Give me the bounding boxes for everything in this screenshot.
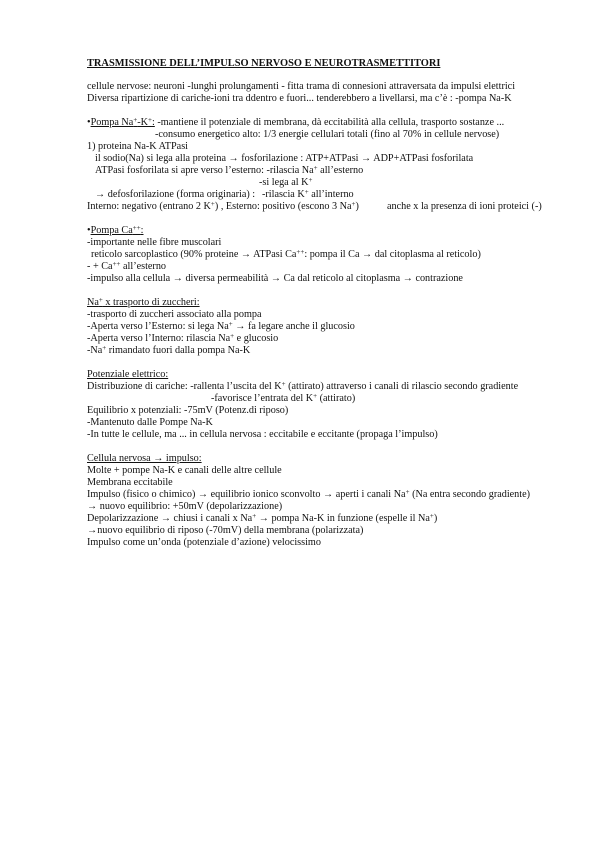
superscript: + bbox=[228, 320, 233, 328]
bullet: • bbox=[87, 117, 91, 128]
superscript: ++ bbox=[132, 224, 141, 232]
text-part: : pompa il Ca → dal citoplasma al reticolo) bbox=[304, 249, 481, 260]
heading-underlined bbox=[87, 297, 200, 308]
pompa-nak-heading bbox=[91, 117, 155, 128]
text-part: -Na bbox=[87, 345, 103, 356]
cellula-line-4: → nuovo equilibrio: +50mV (depolarizzazione) bbox=[87, 501, 283, 512]
text-part: → pompa Na-K in funzione (espelle il Na bbox=[256, 513, 430, 524]
superscript: + bbox=[148, 116, 152, 124]
intro-line-2: Diversa ripartizione di cariche-ioni tra ddentro e fuori... tenderebbero a livellarsi, ma c’è : -pompa Na-K bbox=[87, 93, 512, 104]
potenziale-line-5: -In tutte le cellule, ma ... in cellula nervosa : eccitabile e eccitante (propaga l’impulso) bbox=[87, 429, 438, 440]
pompa-ca-line-2 bbox=[91, 249, 481, 261]
potenziale-line-1 bbox=[87, 381, 518, 393]
superscript: ++ bbox=[112, 260, 121, 268]
text-part: all’interno bbox=[308, 189, 354, 200]
text-part: → fa legare anche il glucosio bbox=[232, 321, 355, 332]
pompa-nak-line-7a: → defosforilazione (forma originaria) : bbox=[95, 189, 256, 200]
text-part: ATPasi fosforilata si apre verso l’esterno: -rilascia Na bbox=[95, 165, 314, 176]
cellula-line-6: →nuovo equilibrio di riposo (-70mV) della membrana (polarizzata) bbox=[87, 525, 364, 536]
text-part: (Na entra secondo gradiente) bbox=[409, 489, 531, 500]
na-zuccheri-line-4 bbox=[87, 345, 250, 357]
pompa-nak-heading-line bbox=[87, 117, 504, 129]
text-part: all’esterno bbox=[120, 261, 167, 272]
superscript: + bbox=[133, 116, 138, 124]
document-title: TRASMISSIONE DELL’IMPULSO NERVOSO E NEUROTRASMETTITORI bbox=[87, 58, 441, 69]
superscript: + bbox=[304, 188, 309, 196]
pompa-ca-line-1: -importante nelle fibre muscolari bbox=[87, 237, 222, 248]
text-part: (attirato) attraverso i canali di rilascio secondo gradiente bbox=[285, 381, 519, 392]
heading-part: Pompa Ca bbox=[90, 225, 133, 236]
na-zuccheri-line-2 bbox=[87, 321, 355, 333]
pompa-nak-desc-2: -consumo energetico alto: 1/3 energie cellulari totali (fino al 70% in cellule nervose) bbox=[155, 129, 500, 140]
superscript: + bbox=[308, 176, 313, 184]
superscript: + bbox=[230, 332, 235, 340]
heading-part: : bbox=[140, 225, 144, 236]
text-part: (attirato) bbox=[317, 393, 356, 404]
cellula-heading: Cellula nervosa → impulso: bbox=[87, 453, 202, 464]
potenziale-line-3: Equilibrio x potenziali: -75mV (Potenz.di riposo) bbox=[87, 405, 289, 416]
heading-part: -K bbox=[137, 117, 149, 128]
text-part: Interno: negativo (entrano 2 K bbox=[87, 201, 211, 212]
heading-part: Pompa Na bbox=[90, 117, 134, 128]
pompa-nak-line-8 bbox=[87, 201, 359, 213]
pompa-nak-line-7b bbox=[262, 189, 354, 201]
superscript: + bbox=[252, 512, 257, 520]
potenziale-line-4: -Mantenuto dalle Pompe Na-K bbox=[87, 417, 213, 428]
intro-line-1: cellule nervose: neuroni -lunghi prolungamenti - fitta trama di connesioni attraversata da impulsi elettrici bbox=[87, 81, 516, 92]
text-part: -Aperta verso l’Esterno: si lega Na bbox=[87, 321, 229, 332]
pompa-nak-line-4: il sodio(Na) si lega alla proteina → fosforilazione : ATP+ATPasi → ADP+ATPasi fosforilata bbox=[95, 153, 474, 164]
superscript: + bbox=[98, 296, 103, 304]
text-part: -favorisce l’entrata del K bbox=[211, 393, 314, 404]
heading-part: x trasporto di zuccheri: bbox=[102, 297, 200, 308]
cellula-line-2: Membrana eccitabile bbox=[87, 477, 173, 488]
potenziale-heading: Potenziale elettrico: bbox=[87, 369, 169, 380]
na-zuccheri-heading bbox=[87, 297, 200, 309]
text-part: Depolarizzazione → chiusi i canali x Na bbox=[87, 513, 253, 524]
heading-part: Na bbox=[87, 297, 99, 308]
pompa-nak-line-8-note: anche x la presenza di ioni proteici (-) bbox=[387, 201, 542, 212]
cellula-line-5 bbox=[87, 513, 437, 525]
text-part: ) bbox=[355, 201, 359, 212]
superscript: ++ bbox=[296, 248, 305, 256]
pompa-ca-line-3 bbox=[87, 261, 166, 273]
text-part: -si lega al K bbox=[259, 177, 309, 188]
pompa-ca-heading bbox=[91, 225, 144, 236]
text-part: Impulso (fisico o chimico) → equilibrio ionico sconvolto → aperti i canali Na bbox=[87, 489, 406, 500]
na-zuccheri-line-1: -trasporto di zuccheri associato alla pompa bbox=[87, 309, 262, 320]
superscript: + bbox=[351, 200, 356, 208]
superscript: + bbox=[405, 488, 410, 496]
text-part: Distribuzione di cariche: -rallenta l’uscita del K bbox=[87, 381, 282, 392]
text-part: ) , Esterno: positivo (escono 3 Na bbox=[214, 201, 352, 212]
superscript: + bbox=[102, 344, 107, 352]
superscript: + bbox=[281, 380, 286, 388]
superscript: + bbox=[429, 512, 434, 520]
text-part: - + Ca bbox=[87, 261, 113, 272]
text-part: -Aperta verso l’Interno: rilascia Na bbox=[87, 333, 231, 344]
pompa-nak-line-3: 1) proteina Na-K ATPasi bbox=[87, 141, 189, 152]
text-part: reticolo sarcoplastico (90% proteine → ATPasi Ca bbox=[91, 249, 297, 260]
na-zuccheri-line-3 bbox=[87, 333, 278, 345]
heading-part: : bbox=[151, 117, 155, 128]
text-part: ) bbox=[433, 513, 438, 524]
pompa-nak-desc-1: -mantiene il potenziale di membrana, dà eccitabilità alla cellula, trasporto sostanze ... bbox=[154, 117, 505, 128]
pompa-ca-line-4: -impulso alla cellula → diversa permeabilità → Ca dal reticolo al citoplasma → contrazione bbox=[87, 273, 463, 284]
cellula-line-3 bbox=[87, 489, 530, 501]
pompa-nak-line-5 bbox=[95, 165, 363, 177]
superscript: + bbox=[313, 392, 318, 400]
cellula-line-1: Molte + pompe Na-K e canali delle altre cellule bbox=[87, 465, 282, 476]
pompa-ca-heading-line bbox=[87, 225, 144, 237]
text-part: e glucosio bbox=[234, 333, 279, 344]
text-part: rimandato fuori dalla pompa Na-K bbox=[106, 345, 251, 356]
potenziale-line-2 bbox=[211, 393, 355, 405]
text-part: -rilascia K bbox=[262, 189, 305, 200]
superscript: + bbox=[313, 164, 318, 172]
bullet: • bbox=[87, 225, 91, 236]
cellula-line-7: Impulso come un’onda (potenziale d’azione) velocissimo bbox=[87, 537, 321, 548]
superscript: + bbox=[210, 200, 215, 208]
text-part: all’esterno bbox=[317, 165, 364, 176]
